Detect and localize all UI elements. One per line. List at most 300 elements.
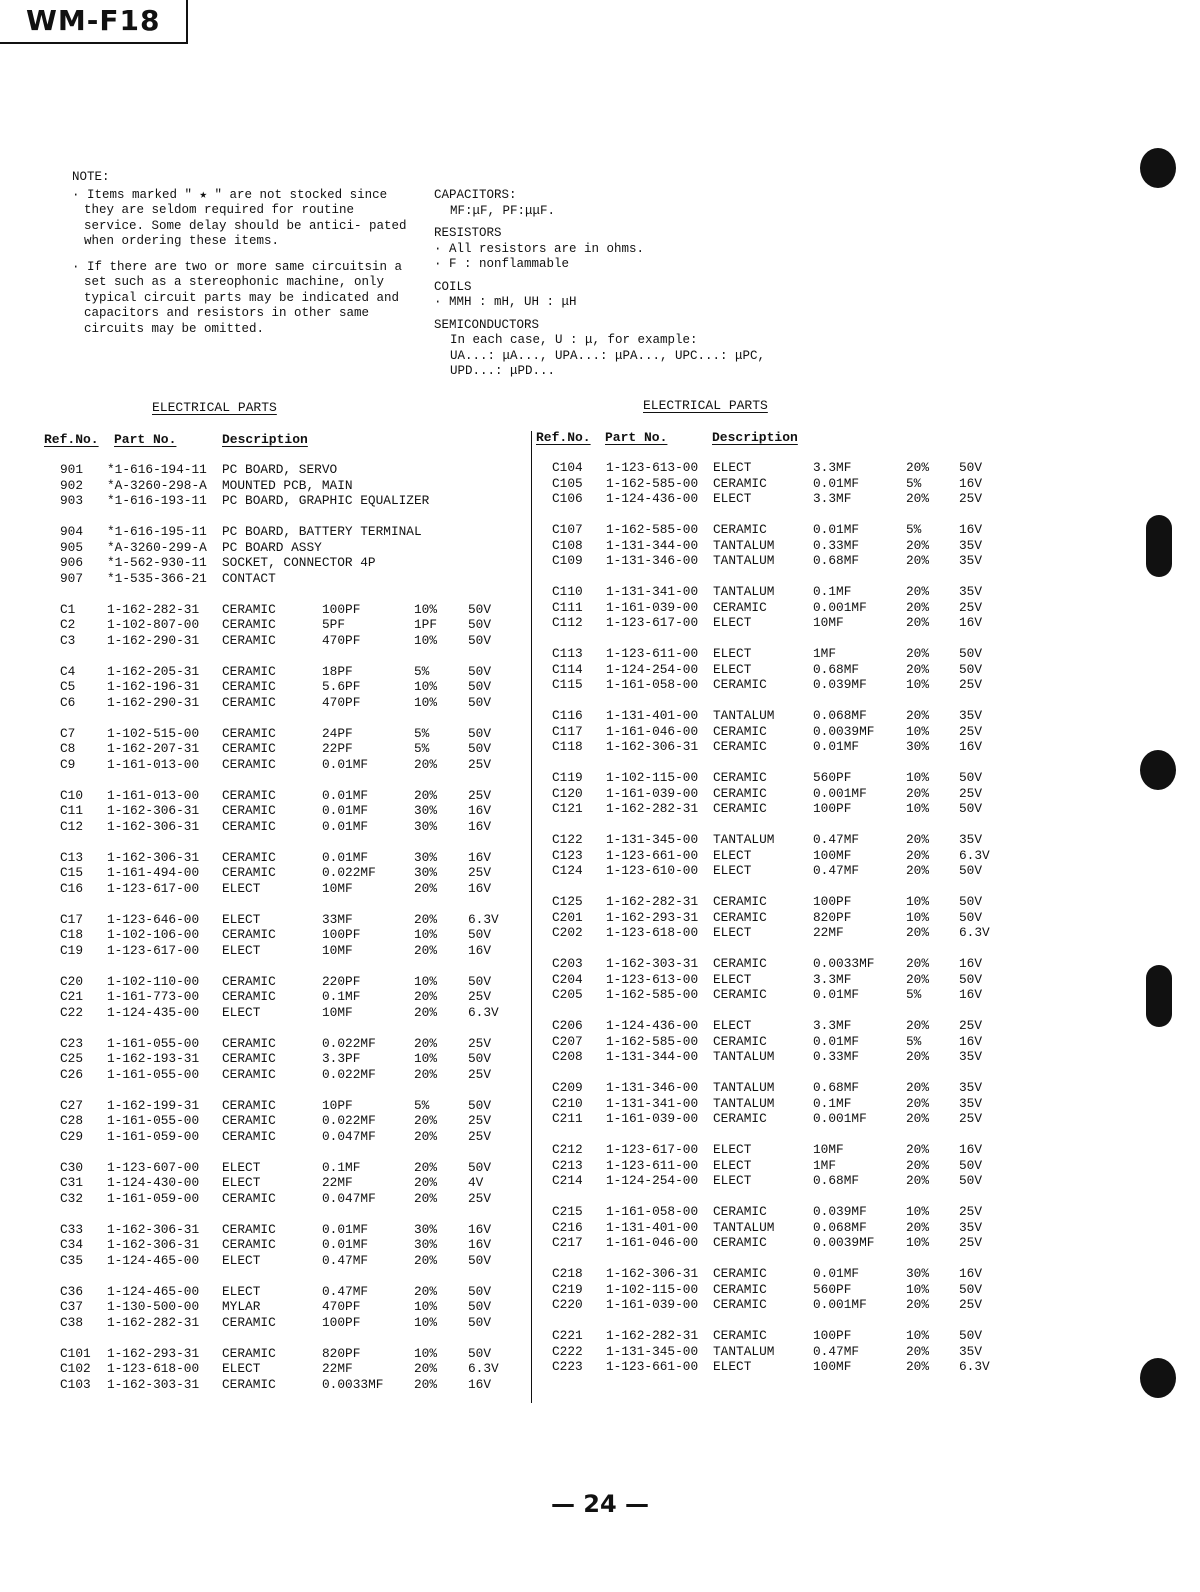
part-no-cell: 1-162-282-31	[107, 601, 200, 617]
right-header-desc: Description	[712, 430, 798, 445]
tolerance-cell: 20%	[906, 956, 930, 971]
description-cell: CERAMIC	[222, 1314, 276, 1330]
ref-no-cell: C38	[60, 1314, 84, 1330]
part-no-cell: 1-162-306-31	[107, 849, 200, 865]
description-cell: ELECT	[222, 1175, 261, 1190]
value-cell: 5.6PF	[322, 679, 361, 694]
tolerance-cell: 20%	[414, 1004, 438, 1020]
tolerance-cell: 5%	[414, 1097, 430, 1113]
value-cell: 22MF	[322, 1361, 353, 1376]
value-cell: 0.47MF	[322, 1283, 369, 1299]
voltage-cell: 50V	[959, 1328, 983, 1343]
description-cell: TANTALUM	[713, 1095, 775, 1111]
value-cell: 0.47MF	[813, 1343, 860, 1359]
part-no-cell: 1-162-306-31	[107, 818, 200, 834]
ref-no-cell: C117	[552, 723, 583, 739]
value-cell: 0.001MF	[813, 1111, 867, 1126]
tolerance-cell: 5%	[906, 475, 922, 491]
ref-no-cell: C218	[552, 1266, 583, 1281]
description-cell: PC BOARD, BATTERY TERMINAL	[222, 524, 422, 539]
part-no-cell: *1-616-195-11	[107, 524, 207, 539]
part-no-cell: 1-131-346-00	[606, 1080, 699, 1095]
description-cell: CERAMIC	[222, 601, 276, 617]
part-no-cell: 1-123-661-00	[606, 847, 699, 863]
part-no-cell: 1-102-115-00	[606, 1281, 699, 1297]
voltage-cell: 16V	[959, 1266, 983, 1281]
description-cell: TANTALUM	[713, 708, 775, 723]
value-cell: 24PF	[322, 725, 353, 741]
value-cell: 100PF	[322, 1314, 361, 1330]
value-cell: 0.001MF	[813, 785, 867, 801]
ref-no-cell: C107	[552, 522, 583, 537]
voltage-cell: 16V	[959, 739, 983, 754]
part-no-cell: 1-161-013-00	[107, 756, 200, 772]
ref-no-cell: C118	[552, 739, 583, 754]
tolerance-cell: 20%	[906, 1219, 930, 1235]
value-cell: 0.68MF	[813, 553, 860, 568]
tolerance-cell: 20%	[906, 847, 930, 863]
voltage-cell: 16V	[959, 1033, 983, 1049]
part-no-cell: 1-162-196-31	[107, 679, 200, 694]
value-cell: 0.022MF	[322, 1035, 376, 1051]
description-cell: CERAMIC	[713, 770, 767, 785]
ref-no-cell: C221	[552, 1328, 583, 1343]
part-no-cell: 1-161-046-00	[606, 1235, 699, 1250]
voltage-cell: 50V	[468, 1283, 492, 1299]
part-no-cell: 1-161-055-00	[107, 1035, 200, 1051]
description-cell: PC BOARD, SERVO	[222, 462, 338, 477]
ref-no-cell: C5	[60, 679, 76, 694]
voltage-cell: 25V	[959, 1297, 983, 1312]
value-cell: 22PF	[322, 741, 353, 756]
ref-no-cell: C28	[60, 1113, 84, 1128]
description-cell: MYLAR	[222, 1299, 261, 1314]
part-no-cell: 1-123-611-00	[606, 646, 699, 661]
part-no-cell: 1-123-613-00	[606, 971, 699, 987]
part-no-cell: 1-131-346-00	[606, 553, 699, 568]
ref-no-cell: C216	[552, 1219, 583, 1235]
part-no-cell: 1-124-436-00	[606, 491, 699, 506]
description-cell: CERAMIC	[222, 865, 276, 880]
value-cell: 0.039MF	[813, 1204, 867, 1219]
description-cell: CERAMIC	[222, 741, 276, 756]
legend-semis-title: SEMICONDUCTORS	[434, 317, 540, 332]
ref-no-cell: C124	[552, 863, 583, 878]
voltage-cell: 25V	[468, 865, 492, 880]
legend-capacitors-title: CAPACITORS:	[434, 188, 517, 202]
value-cell: 0.039MF	[813, 677, 867, 692]
tolerance-cell: 20%	[414, 1252, 438, 1268]
description-cell: CERAMIC	[222, 1051, 276, 1066]
description-cell: ELECT	[713, 1359, 752, 1374]
ref-no-cell: C35	[60, 1252, 84, 1268]
value-cell: 0.1MF	[322, 989, 361, 1004]
part-no-cell: 1-161-773-00	[107, 989, 200, 1004]
part-no-cell: 1-124-254-00	[606, 661, 699, 677]
value-cell: 0.1MF	[813, 1095, 852, 1111]
voltage-cell: 6.3V	[959, 925, 990, 940]
tolerance-cell: 20%	[414, 1159, 438, 1175]
voltage-cell: 16V	[959, 987, 983, 1002]
description-cell: ELECT	[713, 863, 752, 878]
value-cell: 0.01MF	[813, 987, 860, 1002]
value-cell: 0.022MF	[322, 1113, 376, 1128]
description-cell: CERAMIC	[222, 849, 276, 865]
value-cell: 0.01MF	[813, 475, 860, 491]
voltage-cell: 35V	[959, 1080, 983, 1095]
tolerance-cell: 30%	[414, 818, 438, 834]
value-cell: 0.001MF	[813, 599, 867, 615]
voltage-cell: 50V	[959, 1173, 983, 1188]
voltage-cell: 25V	[468, 756, 492, 772]
ref-no-cell: C7	[60, 725, 76, 741]
ref-no-cell: C3	[60, 632, 76, 648]
value-cell: 220PF	[322, 973, 361, 989]
ref-no-cell: C36	[60, 1283, 84, 1299]
description-cell: CERAMIC	[713, 956, 767, 971]
voltage-cell: 50V	[959, 894, 983, 909]
description-cell: TANTALUM	[713, 1049, 775, 1064]
value-cell: 0.47MF	[813, 863, 860, 878]
voltage-cell: 35V	[959, 553, 983, 568]
ref-no-cell: C29	[60, 1128, 84, 1144]
tolerance-cell: 10%	[906, 909, 930, 925]
description-cell: SOCKET, CONNECTOR 4P	[222, 555, 376, 570]
value-cell: 22MF	[813, 925, 844, 940]
value-cell: 0.47MF	[813, 832, 860, 847]
tolerance-cell: 20%	[906, 785, 930, 801]
tolerance-cell: 20%	[414, 880, 438, 896]
model-title: WM-F18	[26, 4, 161, 37]
voltage-cell: 16V	[468, 880, 492, 896]
ref-no-cell: C210	[552, 1095, 583, 1111]
tolerance-cell: 20%	[906, 1080, 930, 1095]
tolerance-cell: 20%	[906, 1343, 930, 1359]
part-no-cell: 1-123-618-00	[606, 925, 699, 940]
part-no-cell: 1-123-617-00	[107, 942, 200, 958]
tolerance-cell: 10%	[906, 723, 930, 739]
value-cell: 10MF	[813, 1142, 844, 1157]
part-no-cell: *1-535-366-21	[107, 570, 207, 586]
description-cell: PC BOARD ASSY	[222, 539, 322, 555]
ref-no-cell: C214	[552, 1173, 583, 1188]
tolerance-cell: 5%	[414, 741, 430, 756]
description-cell: ELECT	[713, 1157, 752, 1173]
ref-no-cell: C112	[552, 615, 583, 630]
legend-semis-line-1: In each case, U : μ, for example:	[450, 333, 698, 347]
tolerance-cell: 30%	[414, 1221, 438, 1237]
part-no-cell: 1-124-436-00	[606, 1018, 699, 1033]
tolerance-cell: 30%	[414, 865, 438, 880]
description-cell: CERAMIC	[713, 1328, 767, 1343]
value-cell: 0.01MF	[813, 1033, 860, 1049]
value-cell: 0.1MF	[813, 584, 852, 599]
tolerance-cell: 20%	[414, 1128, 438, 1144]
part-no-cell: 1-162-585-00	[606, 475, 699, 491]
part-no-cell: 1-162-282-31	[606, 801, 699, 816]
part-no-cell: *1-616-194-11	[107, 462, 207, 477]
ref-no-cell: C220	[552, 1297, 583, 1312]
tolerance-cell: 10%	[414, 927, 438, 942]
part-no-cell: 1-124-430-00	[107, 1175, 200, 1190]
ref-no-cell: C12	[60, 818, 84, 834]
right-header-ref: Ref.No.	[536, 430, 591, 445]
part-no-cell: 1-102-115-00	[606, 770, 699, 785]
description-cell: ELECT	[222, 880, 261, 896]
tolerance-cell: 20%	[906, 708, 930, 723]
part-no-cell: 1-124-254-00	[606, 1173, 699, 1188]
punch-hole-1	[1140, 148, 1176, 188]
value-cell: 100PF	[322, 601, 361, 617]
description-cell: CERAMIC	[713, 723, 767, 739]
part-no-cell: 1-162-205-31	[107, 663, 200, 679]
value-cell: 22MF	[322, 1175, 353, 1190]
ref-no-cell: C33	[60, 1221, 84, 1237]
ref-no-cell: 901	[60, 462, 84, 477]
part-no-cell: 1-123-617-00	[107, 880, 200, 896]
ref-no-cell: C22	[60, 1004, 84, 1020]
tolerance-cell: 5%	[906, 987, 922, 1002]
voltage-cell: 35V	[959, 1049, 983, 1064]
tolerance-cell: 20%	[906, 553, 930, 568]
voltage-cell: 25V	[959, 723, 983, 739]
ref-no-cell: C203	[552, 956, 583, 971]
value-cell: 0.01MF	[813, 522, 860, 537]
ref-no-cell: C103	[60, 1376, 91, 1392]
part-no-cell: 1-102-110-00	[107, 973, 200, 989]
ref-no-cell: C102	[60, 1361, 91, 1376]
tolerance-cell: 30%	[414, 1237, 438, 1252]
part-no-cell: *1-616-193-11	[107, 493, 207, 508]
voltage-cell: 35V	[959, 708, 983, 723]
ref-no-cell: C114	[552, 661, 583, 677]
tolerance-cell: 20%	[906, 661, 930, 677]
description-cell: CERAMIC	[222, 927, 276, 942]
part-no-cell: 1-162-306-31	[606, 1266, 699, 1281]
ref-no-cell: C101	[60, 1345, 91, 1361]
voltage-cell: 25V	[959, 599, 983, 615]
part-no-cell: 1-162-290-31	[107, 632, 200, 648]
voltage-cell: 50V	[468, 973, 492, 989]
description-cell: TANTALUM	[713, 584, 775, 599]
value-cell: 470PF	[322, 632, 361, 648]
ref-no-cell: 904	[60, 524, 84, 539]
ref-no-cell: C31	[60, 1175, 84, 1190]
ref-no-cell: C217	[552, 1235, 583, 1250]
tolerance-cell: 20%	[414, 989, 438, 1004]
value-cell: 0.001MF	[813, 1297, 867, 1312]
tolerance-cell: 10%	[414, 1314, 438, 1330]
ref-no-cell: C9	[60, 756, 76, 772]
part-no-cell: 1-162-293-31	[606, 909, 699, 925]
part-no-cell: 1-162-306-31	[606, 739, 699, 754]
value-cell: 3.3MF	[813, 460, 852, 475]
value-cell: 0.0039MF	[813, 723, 875, 739]
part-no-cell: 1-162-293-31	[107, 1345, 200, 1361]
tolerance-cell: 20%	[906, 863, 930, 878]
voltage-cell: 25V	[959, 1204, 983, 1219]
tolerance-cell: 20%	[906, 1157, 930, 1173]
left-section-title: ELECTRICAL PARTS	[152, 400, 277, 415]
ref-no-cell: C104	[552, 460, 583, 475]
tolerance-cell: 20%	[906, 1359, 930, 1374]
part-no-cell: *A-3260-299-A	[107, 539, 207, 555]
description-cell: TANTALUM	[713, 832, 775, 847]
description-cell: CERAMIC	[713, 739, 767, 754]
ref-no-cell: 907	[60, 570, 84, 586]
value-cell: 0.47MF	[322, 1252, 369, 1268]
ref-no-cell: C119	[552, 770, 583, 785]
ref-no-cell: C207	[552, 1033, 583, 1049]
voltage-cell: 6.3V	[959, 847, 990, 863]
voltage-cell: 50V	[468, 632, 492, 648]
tolerance-cell: 20%	[906, 646, 930, 661]
voltage-cell: 25V	[468, 1035, 492, 1051]
tolerance-cell: 1PF	[414, 617, 438, 632]
part-no-cell: 1-162-282-31	[606, 894, 699, 909]
part-no-cell: 1-161-046-00	[606, 723, 699, 739]
ref-no-cell: C4	[60, 663, 76, 679]
value-cell: 560PF	[813, 770, 852, 785]
ref-no-cell: C15	[60, 865, 84, 880]
voltage-cell: 16V	[468, 849, 492, 865]
value-cell: 10MF	[322, 1004, 353, 1020]
ref-no-cell: C2	[60, 617, 76, 632]
voltage-cell: 50V	[468, 1252, 492, 1268]
value-cell: 0.0033MF	[813, 956, 875, 971]
punch-hole-2	[1140, 750, 1176, 790]
part-no-cell: 1-124-465-00	[107, 1283, 200, 1299]
tolerance-cell: 20%	[414, 1035, 438, 1051]
value-cell: 0.068MF	[813, 708, 867, 723]
tolerance-cell: 20%	[906, 537, 930, 553]
description-cell: CERAMIC	[713, 894, 767, 909]
tolerance-cell: 20%	[906, 1173, 930, 1188]
voltage-cell: 16V	[468, 1237, 492, 1252]
tolerance-cell: 10%	[906, 801, 930, 816]
part-no-cell: 1-161-039-00	[606, 599, 699, 615]
description-cell: CERAMIC	[713, 522, 767, 537]
part-no-cell: 1-162-306-31	[107, 1221, 200, 1237]
voltage-cell: 4V	[468, 1175, 484, 1190]
value-cell: 470PF	[322, 1299, 361, 1314]
tolerance-cell: 20%	[906, 1049, 930, 1064]
description-cell: CERAMIC	[713, 1033, 767, 1049]
note-item-1: · Items marked " ★ " are not stocked since they are seldom required for routine service. Some delay should be antici- pated when ordering these items.	[72, 187, 407, 248]
voltage-cell: 50V	[959, 646, 983, 661]
value-cell: 0.022MF	[322, 1066, 376, 1082]
legend-resistors-line-2: · F : nonflammable	[434, 257, 570, 271]
part-no-cell: 1-123-646-00	[107, 911, 200, 927]
description-cell: ELECT	[222, 1361, 261, 1376]
voltage-cell: 35V	[959, 1343, 983, 1359]
value-cell: 100PF	[813, 894, 852, 909]
ref-no-cell: C206	[552, 1018, 583, 1033]
voltage-cell: 16V	[959, 475, 983, 491]
part-no-cell: 1-123-661-00	[606, 1359, 699, 1374]
ref-no-cell: C201	[552, 909, 583, 925]
legend-semis-line-2: UA...: μA..., UPA...: μPA..., UPC...: μPC,	[450, 348, 766, 363]
voltage-cell: 25V	[959, 677, 983, 692]
voltage-cell: 6.3V	[468, 1361, 499, 1376]
value-cell: 0.01MF	[322, 818, 369, 834]
ref-no-cell: C23	[60, 1035, 84, 1051]
voltage-cell: 50V	[959, 971, 983, 987]
description-cell: CERAMIC	[713, 1204, 767, 1219]
legend-coils-title: COILS	[434, 279, 472, 294]
description-cell: ELECT	[222, 911, 261, 927]
voltage-cell: 25V	[959, 785, 983, 801]
ref-no-cell: C30	[60, 1159, 84, 1175]
part-no-cell: 1-131-345-00	[606, 1343, 699, 1359]
description-cell: CERAMIC	[713, 475, 767, 491]
description-cell: ELECT	[222, 1159, 261, 1175]
ref-no-cell: C13	[60, 849, 84, 865]
tolerance-cell: 20%	[906, 1142, 930, 1157]
part-no-cell: 1-161-058-00	[606, 1204, 699, 1219]
ref-no-cell: C223	[552, 1359, 583, 1374]
description-cell: ELECT	[222, 1283, 261, 1299]
value-cell: 3.3MF	[813, 1018, 852, 1033]
description-cell: CERAMIC	[222, 989, 276, 1004]
value-cell: 560PF	[813, 1281, 852, 1297]
tolerance-cell: 10%	[906, 1281, 930, 1297]
voltage-cell: 6.3V	[468, 1004, 499, 1020]
voltage-cell: 50V	[468, 1051, 492, 1066]
value-cell: 33MF	[322, 911, 353, 927]
value-cell: 0.047MF	[322, 1128, 376, 1144]
ref-no-cell: C113	[552, 646, 583, 661]
tolerance-cell: 5%	[414, 725, 430, 741]
voltage-cell: 50V	[959, 460, 983, 475]
description-cell: CERAMIC	[222, 1237, 276, 1252]
description-cell: CERAMIC	[713, 1266, 767, 1281]
voltage-cell: 16V	[468, 1376, 492, 1392]
description-cell: ELECT	[713, 1018, 752, 1033]
right-section-title: ELECTRICAL PARTS	[643, 398, 768, 413]
voltage-cell: 16V	[468, 803, 492, 818]
voltage-cell: 50V	[959, 661, 983, 677]
voltage-cell: 35V	[959, 832, 983, 847]
description-cell: CERAMIC	[222, 1066, 276, 1082]
page-number: — 24 —	[550, 1490, 650, 1518]
tolerance-cell: 10%	[414, 632, 438, 648]
tolerance-cell: 20%	[906, 1297, 930, 1312]
voltage-cell: 50V	[468, 1345, 492, 1361]
tolerance-cell: 20%	[906, 1018, 930, 1033]
value-cell: 3.3MF	[813, 971, 852, 987]
note-label: NOTE:	[72, 170, 110, 184]
description-cell: ELECT	[713, 971, 752, 987]
voltage-cell: 6.3V	[468, 911, 499, 927]
tolerance-cell: 30%	[414, 849, 438, 865]
ref-no-cell: C21	[60, 989, 84, 1004]
description-cell: CERAMIC	[713, 909, 767, 925]
ref-no-cell: C111	[552, 599, 583, 615]
tolerance-cell: 10%	[414, 694, 438, 710]
description-cell: CERAMIC	[222, 694, 276, 710]
left-header-desc: Description	[222, 432, 308, 447]
part-no-cell: 1-161-039-00	[606, 785, 699, 801]
part-no-cell: 1-123-611-00	[606, 1157, 699, 1173]
voltage-cell: 50V	[468, 617, 492, 632]
part-no-cell: 1-161-055-00	[107, 1113, 200, 1128]
value-cell: 1MF	[813, 646, 837, 661]
voltage-cell: 16V	[468, 942, 492, 958]
ref-no-cell: C34	[60, 1237, 84, 1252]
tolerance-cell: 30%	[414, 803, 438, 818]
value-cell: 0.0033MF	[322, 1376, 384, 1392]
